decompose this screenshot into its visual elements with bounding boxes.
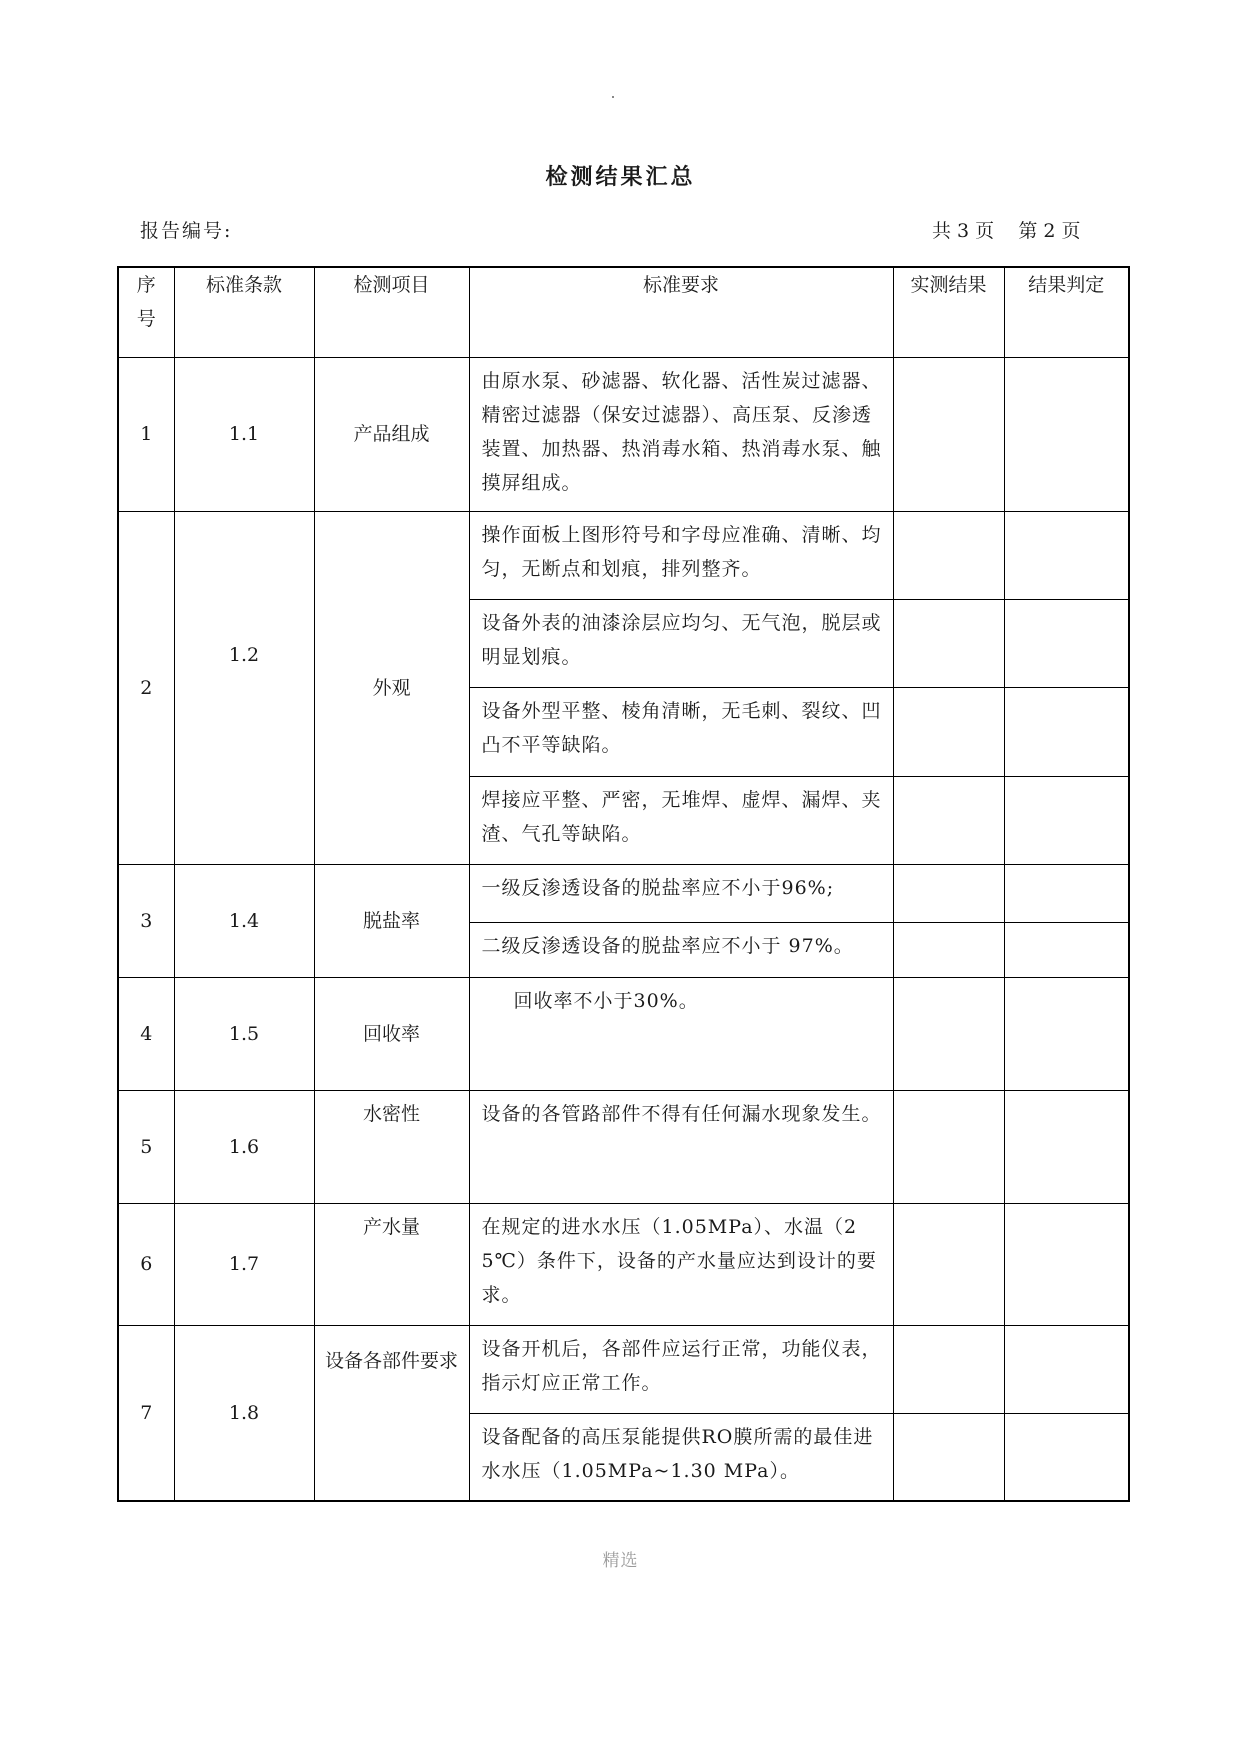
row-number: 7 — [118, 1325, 174, 1501]
page-dot — [612, 96, 614, 98]
header-result: 实测结果 — [893, 267, 1004, 357]
row-clause: 1.4 — [174, 864, 314, 977]
row-requirement: 操作面板上图形符号和字母应准确、清晰、均匀，无断点和划痕，排列整齐。 — [469, 511, 893, 599]
row-requirement: 设备开机后，各部件应运行正常，功能仪表，指示灯应正常工作。 — [469, 1325, 893, 1413]
row-judgement-cell — [1004, 922, 1129, 977]
header-row — [118, 267, 1129, 357]
row-result-cell — [893, 1090, 1004, 1203]
row-judgement-cell — [1004, 1203, 1129, 1325]
row-requirement: 在规定的进水水压（1.05MPa）、水温（25℃）条件下，设备的产水量应达到设计的要求。 — [469, 1203, 893, 1325]
page-title: 检测结果汇总 — [545, 165, 696, 190]
row-requirement: 由原水泵、砂滤器、软化器、活性炭过滤器、精密过滤器（保安过滤器）、高压泵、反渗透装置、加热器、热消毒水箱、热消毒水泵、触摸屏组成。 — [469, 357, 893, 511]
header-item: 检测项目 — [314, 267, 469, 357]
row-requirement: 二级反渗透设备的脱盐率应不小于 97%。 — [469, 922, 893, 977]
header-clause: 标准条款 — [174, 267, 314, 357]
row-result-cell — [893, 1413, 1004, 1501]
row-requirement: 回收率不小于30%。 — [469, 977, 893, 1090]
header-no-line1: 序 — [136, 274, 156, 296]
row-judgement-cell — [1004, 511, 1129, 599]
row-number: 3 — [118, 864, 174, 977]
header-judgement: 结果判定 — [1004, 267, 1129, 357]
table-row — [118, 1090, 1129, 1203]
row-clause: 1.5 — [174, 977, 314, 1090]
page-footer: 精选 — [602, 1551, 639, 1571]
row-item: 回收率 — [314, 977, 469, 1090]
row-result-cell — [893, 864, 1004, 922]
row-result-cell — [893, 357, 1004, 511]
row-result-cell — [893, 776, 1004, 864]
row-judgement-cell — [1004, 357, 1129, 511]
row-item: 设备各部件要求 — [314, 1325, 469, 1501]
row-requirement: 设备配备的高压泵能提供RO膜所需的最佳进水水压（1.05MPa~1.30 MPa）。 — [469, 1413, 893, 1501]
row-clause: 1.2 — [174, 511, 314, 864]
row-result-cell — [893, 977, 1004, 1090]
row-judgement-cell — [1004, 1325, 1129, 1413]
row-judgement-cell — [1004, 864, 1129, 922]
header-requirement: 标准要求 — [469, 267, 893, 357]
row-number: 1 — [118, 357, 174, 511]
row-result-cell — [893, 1203, 1004, 1325]
row-item: 产水量 — [314, 1203, 469, 1325]
row-judgement-cell — [1004, 1090, 1129, 1203]
row-number: 2 — [118, 511, 174, 864]
row-result-cell — [893, 922, 1004, 977]
row-clause: 1.1 — [174, 357, 314, 511]
row-requirement: 设备的各管路部件不得有任何漏水现象发生。 — [469, 1090, 893, 1203]
report-number-label: 报告编号: — [140, 220, 233, 242]
row-item: 脱盐率 — [314, 864, 469, 977]
row-judgement-cell — [1004, 1413, 1129, 1501]
table-row — [118, 1203, 1129, 1325]
row-requirement: 焊接应平整、严密，无堆焊、虚焊、漏焊、夹渣、气孔等缺陷。 — [469, 776, 893, 864]
table-row — [118, 977, 1129, 1090]
row-result-cell — [893, 1325, 1004, 1413]
row-result-cell — [893, 511, 1004, 599]
table-row — [118, 357, 1129, 511]
row-number: 4 — [118, 977, 174, 1090]
row-clause: 1.6 — [174, 1090, 314, 1203]
row-result-cell — [893, 599, 1004, 687]
row-judgement-cell — [1004, 776, 1129, 864]
row-judgement-cell — [1004, 977, 1129, 1090]
row-number: 5 — [118, 1090, 174, 1203]
page-info: 共 3 页 第 2 页 — [932, 220, 1081, 242]
row-clause: 1.8 — [174, 1325, 314, 1501]
row-judgement-cell — [1004, 599, 1129, 687]
row-requirement: 设备外表的油漆涂层应均匀、无气泡，脱层或明显划痕。 — [469, 599, 893, 687]
row-item: 产品组成 — [314, 357, 469, 511]
row-judgement-cell — [1004, 687, 1129, 776]
header-no — [118, 267, 174, 357]
row-number: 6 — [118, 1203, 174, 1325]
row-requirement: 一级反渗透设备的脱盐率应不小于96%; — [469, 864, 893, 922]
row-item: 水密性 — [314, 1090, 469, 1203]
table-row — [118, 511, 1129, 599]
row-item: 外观 — [314, 511, 469, 864]
row-result-cell — [893, 687, 1004, 776]
table-row — [118, 864, 1129, 922]
row-clause: 1.7 — [174, 1203, 314, 1325]
row-requirement: 设备外型平整、棱角清晰，无毛刺、裂纹、凹凸不平等缺陷。 — [469, 687, 893, 776]
table-row — [118, 1325, 1129, 1413]
header-no-line2: 号 — [136, 308, 156, 330]
results-table — [117, 266, 1130, 1502]
